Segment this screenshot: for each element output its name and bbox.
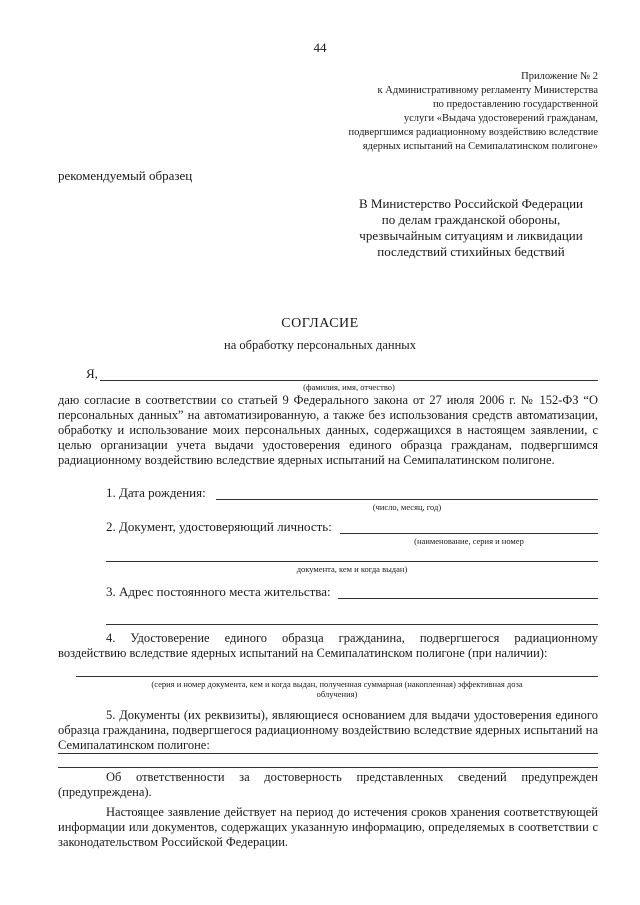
address-label: 3. Адрес постоянного места жительства: [106,584,331,599]
appendix-line: подвергшимся радиационному воздействию вследствие [348,127,598,138]
address-input-line[interactable] [338,598,598,599]
appendix-line: к Административному регламенту Министерства [377,85,598,96]
document-caption-1: (наименование, серия и номер [414,536,524,546]
documents-paragraph: 5. Документы (их реквизиты), являющиеся основанием для выдачи удостоверения единого образца гражданина, подвергшегося радиационному воздействию вследствие ядерных испытаний на Семипалатинском полигоне: [58,708,598,752]
document-caption-2: документа, кем и когда выдан) [296,564,408,574]
document-subtitle: на обработку персональных данных [224,338,416,352]
birth-date-label: 1. Дата рождения: [106,485,206,500]
certificate-input-line[interactable] [76,676,598,677]
addressee-line: В Министерство Российской Федерации [358,196,584,211]
addressee-block [330,196,612,260]
document-title: СОГЛАСИЕ [281,316,359,331]
fio-input-line[interactable] [100,380,598,381]
page-number: 44 [313,40,327,55]
validity-paragraph: Настоящее заявление действует на период до истечения сроков хранения соответствующей информации или документов, содержащих указанную информацию, определяемых в соответствии с законодательством Российской Федерации. [58,805,598,849]
consent-paragraph: даю согласие в соответствии со статьей 9 Федерального закона от 27 июля 2006 г. № 152-ФЗ “О персональных данных” на автоматизированную, а также без использования средств автоматизации, обработку и использование моих персональных данных, содержащихся в настоящем заявлении, с целью организации учета выдачи удостоверения единого образца гражданам, подвергшимся радиационному воздействию вследствие ядерных испытаний на Семипалатинском полигоне. [58,393,598,467]
documents-input-line-2[interactable] [58,767,598,768]
certificate-caption-2: облучения) [316,689,358,699]
document-input-line[interactable] [340,533,598,534]
addressee-line: по делам гражданской обороны, [381,212,561,227]
appendix-line: услуги «Выдача удостоверений гражданам, [403,113,598,124]
fio-caption: (фамилия, имя, отчество) [303,382,395,392]
sample-label: рекомендуемый образец [58,168,193,183]
address-input-line-2[interactable] [106,624,598,625]
documents-input-line[interactable] [58,753,598,754]
appendix-header [298,70,598,154]
i-label: Я, [86,366,98,381]
appendix-line: по предоставлению государственной [432,99,598,110]
birth-date-caption: (число, месяц, год) [372,502,442,512]
appendix-line: ядерных испытаний на Семипалатинском полигоне» [362,141,598,152]
certificate-caption-1: (серия и номер документа, кем и когда выдан, полученная суммарная (накопленная) эффективная доза [151,679,523,689]
appendix-line: Приложение № 2 [521,71,598,82]
document-input-line-2[interactable] [106,561,598,562]
addressee-line: последствий стихийных бедствий [377,244,565,259]
document-label: 2. Документ, удостоверяющий личность: [106,519,332,534]
certificate-paragraph: 4. Удостоверение единого образца гражданина, подвергшегося радиационному воздействию вследствие ядерных испытаний на Семипалатинском полигоне (при наличии): [58,631,598,660]
addressee-line: чрезвычайным ситуациям и ликвидации [359,228,583,243]
birth-date-input-line[interactable] [216,499,598,500]
responsibility-paragraph: Об ответственности за достоверность представленных сведений предупрежден (предупреждена). [58,770,598,799]
